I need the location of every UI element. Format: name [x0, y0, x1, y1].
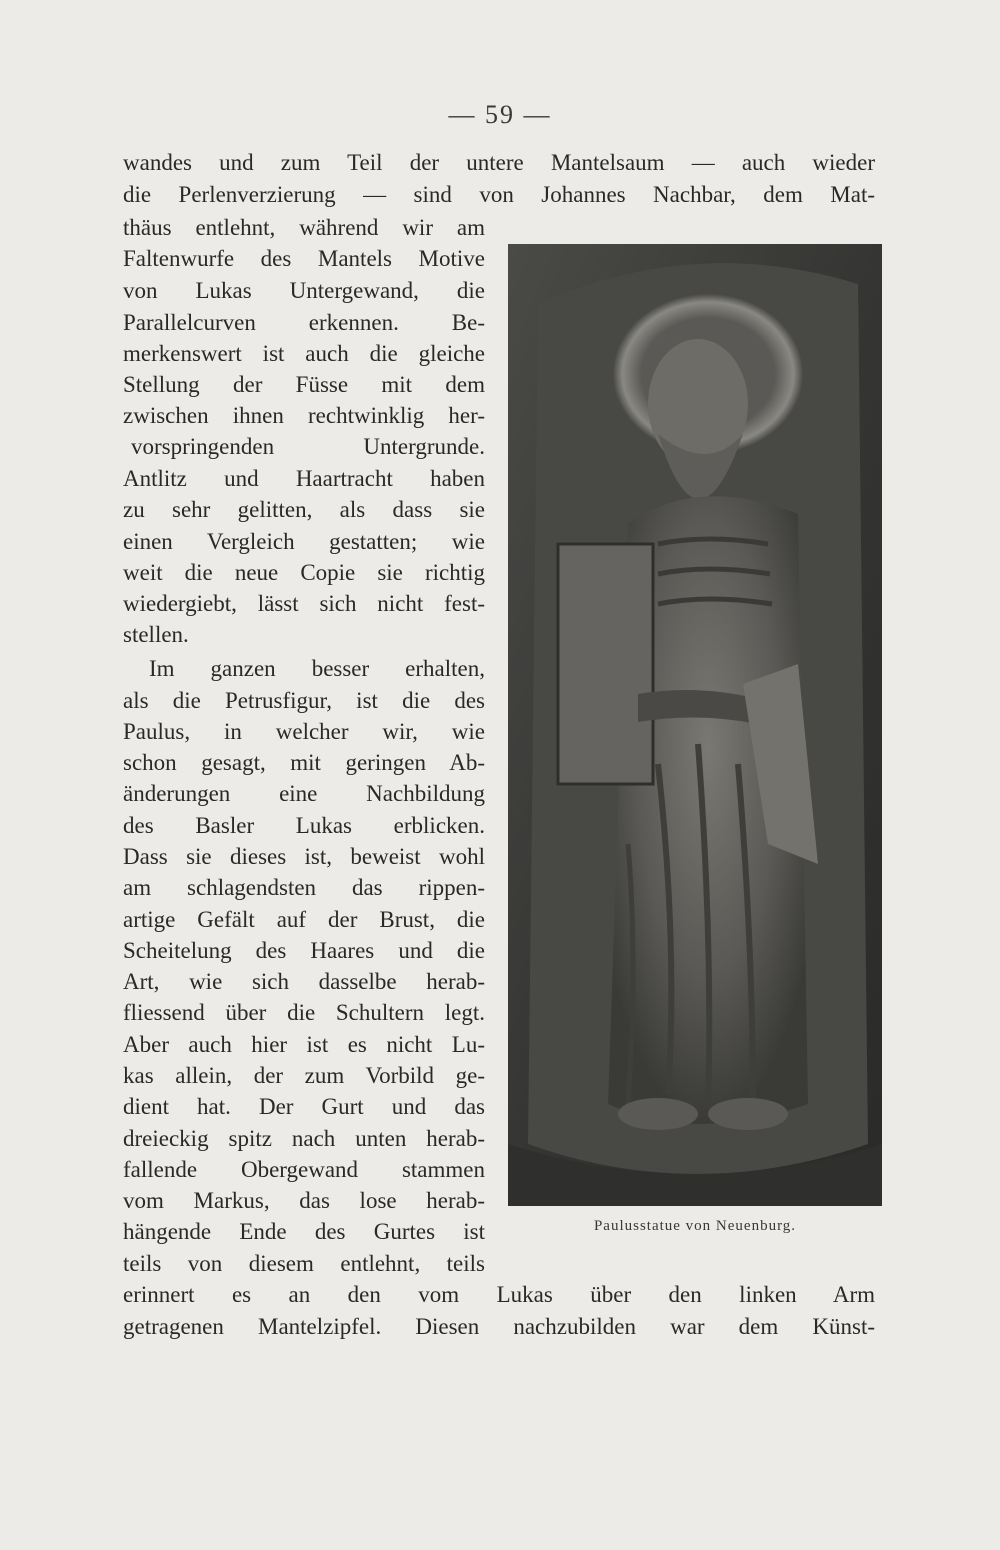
text-line: Parallelcurven erkennen. Be- — [123, 310, 485, 335]
text-line: vom Markus, das lose herab- — [123, 1188, 485, 1213]
text-line: am schlagendsten das rippen- — [123, 875, 485, 900]
text-line: zwischen ihnen rechtwinklig her- — [123, 403, 485, 428]
figure-caption: Paulusstatue von Neuenburg. — [593, 1218, 797, 1234]
text-line: dreieckig spitz nach unten herab- — [123, 1126, 485, 1151]
figure-photo — [508, 244, 882, 1206]
text-line: des Basler Lukas erblicken. — [123, 813, 485, 838]
text-line: von Lukas Untergewand, die — [123, 278, 485, 303]
text-line: thäus entlehnt, während wir am — [123, 215, 485, 240]
text-line: änderungen eine Nachbildung — [123, 781, 485, 806]
text-line: fliessend über die Schultern legt. — [123, 1000, 485, 1025]
text-line: Art, wie sich dasselbe herab- — [123, 969, 485, 994]
text-line: hängende Ende des Gurtes ist — [123, 1219, 485, 1244]
text-line: Im ganzen besser erhalten, — [149, 656, 485, 681]
text-line: artige Gefält auf der Brust, die — [123, 907, 485, 932]
text-line: als die Petrusfigur, ist die des — [123, 688, 485, 713]
text-line: wiedergiebt, lässt sich nicht fest- — [123, 591, 485, 616]
text-line: Faltenwurfe des Mantels Motive — [123, 246, 485, 271]
text-line: wandes und zum Teil der untere Mantelsaum — auch wieder — [123, 150, 875, 175]
text-line: weit die neue Copie sie richtig — [123, 560, 485, 585]
text-line: kas allein, der zum Vorbild ge- — [123, 1063, 485, 1088]
text-line: fallende Obergewand stammen — [123, 1157, 485, 1182]
text-line: merkenswert ist auch die gleiche — [123, 341, 485, 366]
text-line: Antlitz und Haartracht haben — [123, 466, 485, 491]
text-line: schon gesagt, mit geringen Ab- — [123, 750, 485, 775]
text-line: stellen. — [123, 622, 189, 647]
text-line: erinnert es an den vom Lukas über den linken Arm — [123, 1282, 875, 1307]
text-line: Paulus, in welcher wir, wie — [123, 719, 485, 744]
text-line: einen Vergleich gestatten; wie — [123, 529, 485, 554]
text-line: dient hat. Der Gurt und das — [123, 1094, 485, 1119]
text-line: Aber auch hier ist es nicht Lu- — [123, 1032, 485, 1057]
text-line: Dass sie dieses ist, beweist wohl — [123, 844, 485, 869]
text-line: Stellung der Füsse mit dem — [123, 372, 485, 397]
text-line: die Perlenverzierung — sind von Johannes Nachbar, dem Mat- — [123, 182, 875, 207]
statue-photo — [508, 244, 882, 1206]
statue-relief-image — [508, 244, 882, 1206]
page-number: — 59 — — [448, 100, 552, 129]
text-line: vorspringenden Untergrunde. — [131, 434, 485, 459]
text-line: zu sehr gelitten, als dass sie — [123, 497, 485, 522]
text-line: Scheitelung des Haares und die — [123, 938, 485, 963]
text-line: getragenen Mantelzipfel. Diesen nachzubilden war dem Künst- — [123, 1314, 875, 1339]
text-line: teils von diesem entlehnt, teils — [123, 1251, 485, 1276]
